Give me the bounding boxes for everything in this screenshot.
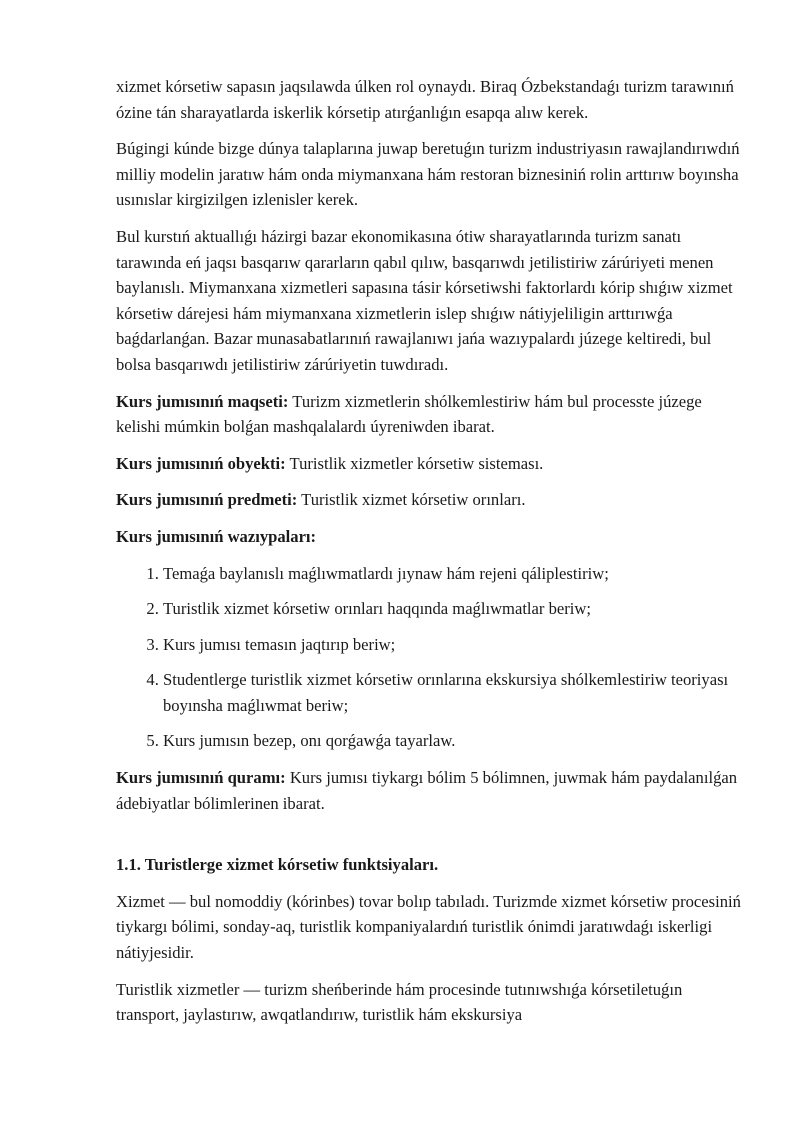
tasks-heading <box>116 524 746 550</box>
structure-paragraph <box>116 765 746 816</box>
subject-text: Turistlik xizmet kórsetiw orınları. <box>297 490 526 510</box>
goal-paragraph <box>116 389 746 440</box>
section-paragraph-2: Turistlik xizmetler — turizm sheńberinde hám procesinde tutınıwshıǵa kórsetiletuǵın transport, jaylastırıw, awqatlandırıw, turistlik hám ekskursiya <box>116 979 683 1025</box>
intro-paragraph-2: Búgingi kúnde bizge dúnya talaplarına juwap beretuǵın turizm industriyasın rawajlandırıwdıń milliy modelin jaratıw hám onda miymanxana hám restoran biznesiniń rolin arttırıw boyınsha usınıslar kirgizilgen izlenisler kerek. <box>116 139 740 210</box>
goal-label: Kurs jumısınıń maqseti: <box>116 391 289 411</box>
tasks-label: Kurs jumısınıń wazıypaları: <box>116 526 317 546</box>
object-paragraph <box>116 451 746 477</box>
subject-label: Kurs jumısınıń predmeti: <box>116 490 298 510</box>
section-paragraph-1: Xizmet — bul nomoddiy (kórinbes) tovar bolıp tabıladı. Turizmde xizmet kórsetiw procesiniń tiykargı bólimi, sonday-aq, turistlik kompaniyalardıń turistlik ónimdi jaratıwdaǵı iskerligi nátiyjesidir. <box>116 891 741 963</box>
structure-label: Kurs jumısınıń quramı: <box>116 768 286 788</box>
object-text: Turistlik xizmetler kórsetiw sisteması. <box>285 453 544 473</box>
list-item: 5. Kurs jumısın bezep, onı qorǵawǵa tayarlaw. <box>163 728 746 754</box>
tasks-list <box>116 561 746 755</box>
structure-text: Kurs jumısı tiykargı bólim 5 bólimnen, juwmak hám paydalanılǵan ádebiyatlar bólimlerinen ibarat. <box>116 768 738 813</box>
subject-paragraph <box>116 487 746 513</box>
list-item: 3. Kurs jumısı temasın jaqtırıp beriw; <box>163 632 746 658</box>
section-heading: 1.1. Turistlerge xizmet kórsetiw funktsiyaları. <box>116 855 439 875</box>
goal-text: Turizm xizmetlerin shólkemlestiriw hám bul processte júzege kelishi múmkin bolǵan mashqalalardı úyreniwden ibarat. <box>116 391 702 437</box>
document-page <box>116 74 746 1039</box>
list-item: 4. Studentlerge turistlik xizmet kórsetiw orınlarına ekskursiya shólkemlestiriw teoriyası boyınsha maǵlıwmat beriw; <box>163 667 746 718</box>
object-label: Kurs jumısınıń obyekti: <box>116 453 286 473</box>
intro-paragraph-3: Bul kurstıń aktuallıǵı házirgi bazar ekonomikasına ótiw sharayatlarında turizm sanatı tarawında eń jaqsı basqarıw qararların qabıl qılıw, basqarıwdı jetilistiriw zárúriyeti menen baylanıslı. Miymanxana xizmetleri sapasına tásir kórsetiwshi faktorlardı kórip shıǵıw xizmet kórsetiw dárejesi hám miymanxana xizmetlerin islep shıǵıw nátiyjeliligin arttırıwǵa baǵdarlanǵan. Bazar munasabatlarınıń rawajlanıwı jańa wazıypalardı júzege keltiredi, bul bolsa basqarıwdı jetilistiriw zárúriyetin tuwdıradı. <box>116 226 733 374</box>
intro-paragraph-1: xizmet kórsetiw sapasın jaqsılawda úlken rol oynaydı. Biraq Ózbekstandaǵı turizm tarawınıń ózine tán sharayatlarda iskerlik kórsetip atırǵanlıǵın esapqa alıw kerek. <box>116 77 734 122</box>
list-item: 2. Turistlik xizmet kórsetiw orınları haqqında maǵlıwmatlar beriw; <box>163 596 746 622</box>
list-item: 1. Temaǵa baylanıslı maǵlıwmatlardı jıynaw hám rejeni qáliplestiriw; <box>163 561 746 587</box>
